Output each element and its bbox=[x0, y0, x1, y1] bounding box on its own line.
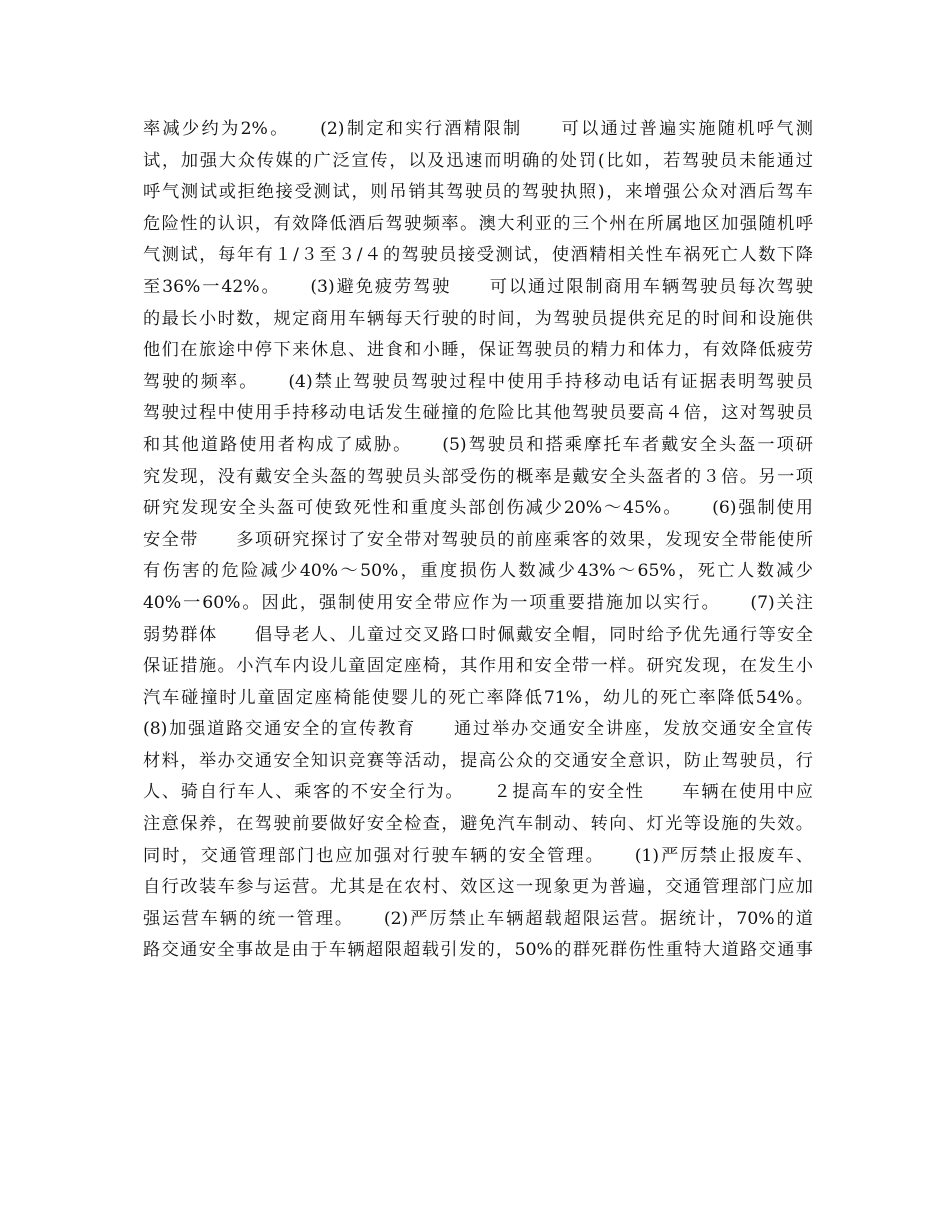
text-line-27: 路交通安全事故是由于车辆超限超载引发的，50%的群死群伤性重特大道路交通事 bbox=[143, 940, 813, 961]
text-line-21: 材料，举办交通安全知识竞赛等活动，提高公众的交通安全意识，防止驾驶员，行 bbox=[143, 750, 813, 771]
body-text bbox=[143, 114, 813, 967]
text-line-2: 试，加强大众传媒的广泛宣传，以及迅速而明确的处罚(比如，若驾驶员未能通过 bbox=[143, 150, 813, 171]
text-line-8: 他们在旅途中停下来休息、进食和小睡，保证驾驶员的精力和体力，有效降低疲劳 bbox=[143, 340, 813, 361]
text-line-12: 究发现，没有戴安全头盔的驾驶员头部受伤的概率是戴安全头盔者的３倍。另一项 bbox=[143, 466, 813, 487]
text-line-13: 研究发现安全头盔可使致死性和重度头部创伤减少20%～45%。 (6)强制使用 bbox=[143, 498, 813, 519]
text-line-1: 率减少约为2%。 (2)制定和实行酒精限制 可以通过普遍实施随机呼气测 bbox=[143, 119, 813, 139]
text-line-6: 至36%一42%。 (3)避免疲劳驾驶 可以通过限制商用车辆驾驶员每次驾驶 bbox=[143, 276, 813, 297]
text-line-9: 驾驶的频率。 (4)禁止驾驶员驾驶过程中使用手持移动电话有证据表明驾驶员 bbox=[143, 371, 813, 392]
text-line-18: 保证措施。小汽车内设儿童固定座椅，其作用和安全带一样。研究发现，在发生小 bbox=[143, 656, 813, 677]
text-line-25: 自行改装车参与运营。尤其是在农村、效区这一现象更为普遍，交通管理部门应加 bbox=[143, 877, 813, 898]
text-line-10: 驾驶过程中使用手持移动电话发生碰撞的危险比其他驾驶员要高４倍，这对驾驶员 bbox=[143, 403, 813, 424]
text-line-22: 人、骑自行车人、乘客的不安全行为。 ２提高车的安全性 车辆在使用中应 bbox=[143, 782, 813, 803]
text-line-3: 呼气测试或拒绝接受测试，则吊销其驾驶员的驾驶执照)，来增强公众对酒后驾车 bbox=[143, 182, 813, 203]
text-line-20: (8)加强道路交通安全的宣传教育 通过举办交通安全讲座，发放交通安全宣传 bbox=[143, 719, 813, 740]
text-line-7: 的最长小时数，规定商用车辆每天行驶的时间，为驾驶员提供充足的时间和设施供 bbox=[143, 308, 813, 329]
text-line-24: 同时，交通管理部门也应加强对行驶车辆的安全管理。 (1)严厉禁止报废车、 bbox=[143, 845, 813, 866]
text-line-19: 汽车碰撞时儿童固定座椅能使婴儿的死亡率降低71%，幼儿的死亡率降低54%。 bbox=[143, 687, 813, 708]
text-line-15: 有伤害的危险减少40%～50%，重度损伤人数减少43%～65%，死亡人数减少 bbox=[143, 561, 813, 582]
text-line-17: 弱势群体 倡导老人、儿童过交叉路口时佩戴安全帽，同时给予优先通行等安全 bbox=[143, 624, 813, 645]
text-line-11: 和其他道路使用者构成了威胁。 (5)驾驶员和搭乘摩托车者戴安全头盔一项研 bbox=[143, 434, 813, 455]
text-line-14: 安全带 多项研究探讨了安全带对驾驶员的前座乘客的效果，发现安全带能使所 bbox=[143, 529, 813, 550]
text-line-5: 气测试，每年有１/３至３/４的驾驶员接受测试，使酒精相关性车祸死亡人数下降 bbox=[143, 245, 813, 266]
text-line-26: 强运营车辆的统一管理。 (2)严厉禁止车辆超载超限运营。据统计，70%的道 bbox=[143, 908, 813, 929]
text-line-23: 注意保养，在驾驶前要做好安全检查，避免汽车制动、转向、灯光等设施的失效。 bbox=[143, 814, 813, 835]
text-line-4: 危险性的认识，有效降低酒后驾驶频率。澳大利亚的三个州在所属地区加强随机呼 bbox=[143, 213, 813, 234]
text-line-16: 40%一60%。因此，强制使用安全带应作为一项重要措施加以实行。 (7)关注 bbox=[143, 592, 813, 613]
